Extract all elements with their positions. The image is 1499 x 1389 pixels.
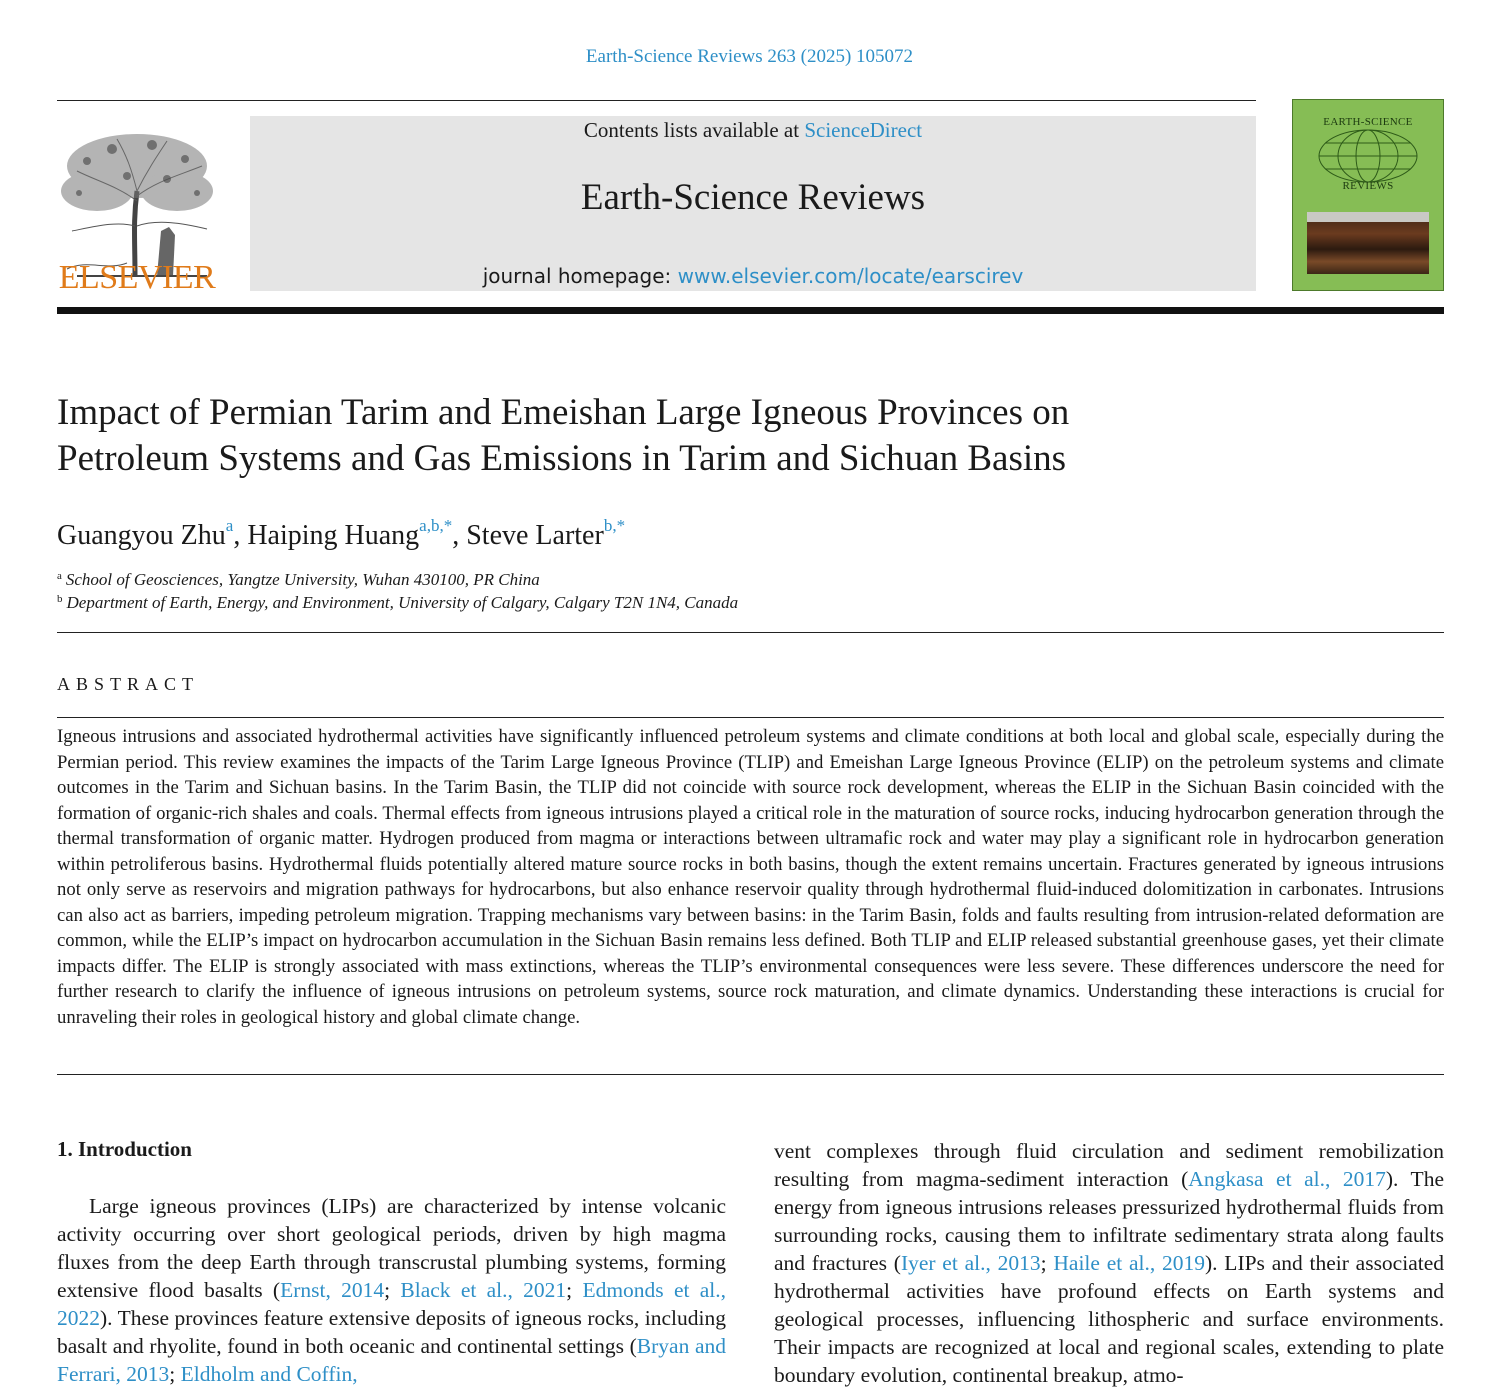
section-rule xyxy=(57,717,1444,718)
title-line-1: Impact of Permian Tarim and Emeishan Large Igneous Provinces on xyxy=(57,392,1070,433)
cover-title-bottom: REVIEWS xyxy=(1342,180,1394,192)
affiliation-b xyxy=(57,588,738,614)
paragraph-text: Large igneous provinces (LIPs) are characterized by intense volcanic activity occurring over short geological periods, driven by high magma fluxes from the deep Earth through transcrustal plumbing systems, forming extensive flood basalts ( xyxy=(57,1194,726,1302)
citation-link[interactable]: Ernst, 2014 xyxy=(280,1278,385,1302)
section-rule xyxy=(57,1074,1444,1075)
author-name[interactable]: Guangyou Zhu xyxy=(57,520,226,551)
paragraph-text: ). These provinces feature extensive deposits of igneous rocks, including basalt and rhyolite, found in both oceanic and continental settings ( xyxy=(57,1306,726,1358)
homepage-line xyxy=(250,263,1256,289)
author-affiliation-marker[interactable]: b,* xyxy=(603,516,626,535)
paragraph-text: ). LIPs and their associated hydrothermal activities have profound effects on Earth systems and geological processes, influencing lithospheric and surface environments. Their impacts are recognized at local and regional scales, extending to plate boundary evolution, continental breakup, atmo- xyxy=(774,1251,1445,1387)
section-rule xyxy=(57,632,1444,633)
header-thick-rule xyxy=(57,307,1444,314)
citation-link[interactable]: Black et al., 2021 xyxy=(400,1278,567,1302)
introduction-column-left xyxy=(57,1192,726,1388)
abstract-heading: ABSTRACT xyxy=(57,674,200,694)
elsevier-wordmark: ELSEVIER xyxy=(58,259,216,296)
affiliation-text: School of Geosciences, Yangtze University, Wuhan 430100, PR China xyxy=(65,570,540,589)
author-affiliation-marker[interactable]: a,b,* xyxy=(419,516,453,535)
citation-link[interactable]: Edmonds et al., 2022 xyxy=(57,1278,726,1330)
article-title xyxy=(57,390,1357,482)
paragraph-text: ; xyxy=(384,1278,401,1302)
citation-link[interactable]: Angkasa et al., 2017 xyxy=(1188,1167,1386,1191)
paragraph-text: vent complexes through fluid circulation and sediment remobilization resulting from magma-sediment interaction ( xyxy=(774,1139,1444,1191)
homepage-link[interactable]: www.elsevier.com/locate/earscirev xyxy=(677,264,1024,288)
paragraph-text: ; xyxy=(169,1362,181,1386)
top-rule xyxy=(57,100,1256,101)
cover-photo-sky xyxy=(1307,212,1429,222)
introduction-heading: 1. Introduction xyxy=(57,1137,192,1161)
citation-link[interactable]: Iyer et al., 2013 xyxy=(900,1251,1041,1275)
author-list xyxy=(57,508,625,554)
citation-link[interactable]: Eldholm and Coffin, xyxy=(180,1362,358,1386)
sciencedirect-link[interactable]: ScienceDirect xyxy=(804,118,923,142)
title-line-2: Petroleum Systems and Gas Emissions in Tarim and Sichuan Basins xyxy=(57,438,1067,479)
author-name[interactable]: Steve Larter xyxy=(466,520,604,551)
paragraph-text: ; xyxy=(1040,1251,1054,1275)
author-separator: , xyxy=(452,520,467,551)
contents-prefix: Contents lists available at xyxy=(583,118,805,142)
affiliation-text: Department of Earth, Energy, and Environment, University of Calgary, Calgary T2N 1N4, Canada xyxy=(66,593,739,612)
contents-line xyxy=(250,117,1256,143)
journal-cover-thumbnail[interactable] xyxy=(1292,99,1444,291)
homepage-prefix: journal homepage: xyxy=(482,264,678,288)
paragraph-text: ). The energy from igneous intrusions releases pressurized hydrothermal fluids from surrounding rocks, causing them to infiltrate sedimentary strata along faults and fractures ( xyxy=(774,1167,1444,1275)
paragraph-text: ; xyxy=(566,1278,583,1302)
cover-title-top: EARTH-SCIENCE xyxy=(1323,116,1413,128)
citation-link[interactable]: Bryan and Ferrari, 2013 xyxy=(57,1334,726,1386)
abstract-body: Igneous intrusions and associated hydrothermal activities have significantly influenced petroleum systems and climate conditions at both local and global scale, especially during the Permian period. This review examines the impacts of the Tarim Large Igneous Province (TLIP) and Emeishan Large Igneous Province (ELIP) on the petroleum systems and climate outcomes in the Tarim and Sichuan basins. In the Tarim Basin, the TLIP did not coincide with source rock development, whereas the ELIP in the Sichuan Basin coincided with the formation of organic-rich shales and coals. Thermal effects from igneous intrusions played a critical role in the maturation of source rocks, inducing hydrocarbon generation through the thermal transformation of organic matter. Hydrogen produced from magma or interactions between ultramafic rock and water may play a significant role in hydrocarbon generation within petroliferous basins. Hydrothermal fluids potentially altered mature source rocks in both basins, though the extent remains uncertain. Fractures generated by igneous intrusions not only serve as reservoirs and migration pathways for hydrocarbons, but also enhance reservoir quality through hydrothermal fluid-induced dolomitization in carbonates. Intrusions can also act as barriers, impeding petroleum migration. Trapping mechanisms vary between basins: in the Tarim Basin, folds and faults resulting from intrusion-related deformation are common, while the ELIP’s impact on hydrocarbon accumulation in the Sichuan Basin remains less defined. Both TLIP and ELIP released substantial greenhouse gases, yet their climate impacts differ. The ELIP is strongly associated with mass extinctions, whereas the TLIP’s environmental consequences were less severe. These differences underscore the need for further research to clarify the influence of igneous intrusions on petroleum systems, source rock maturation, and climate dynamics. Understanding these interactions is crucial for unraveling their roles in geological history and global climate change. xyxy=(57,726,1444,1028)
journal-banner xyxy=(250,116,1256,291)
journal-citation[interactable]: Earth-Science Reviews 263 (2025) 105072 xyxy=(585,46,914,67)
journal-name: Earth-Science Reviews xyxy=(580,177,926,218)
globe-icon xyxy=(1317,128,1419,184)
introduction-column-right xyxy=(774,1137,1444,1389)
author-affiliation-marker[interactable]: a xyxy=(225,516,234,535)
author-name[interactable]: Haiping Huang xyxy=(247,520,420,551)
affiliation-key: b xyxy=(57,593,63,605)
citation-link[interactable]: Haile et al., 2019 xyxy=(1053,1251,1206,1275)
affiliation-key: a xyxy=(57,570,62,582)
author-separator: , xyxy=(233,520,248,551)
